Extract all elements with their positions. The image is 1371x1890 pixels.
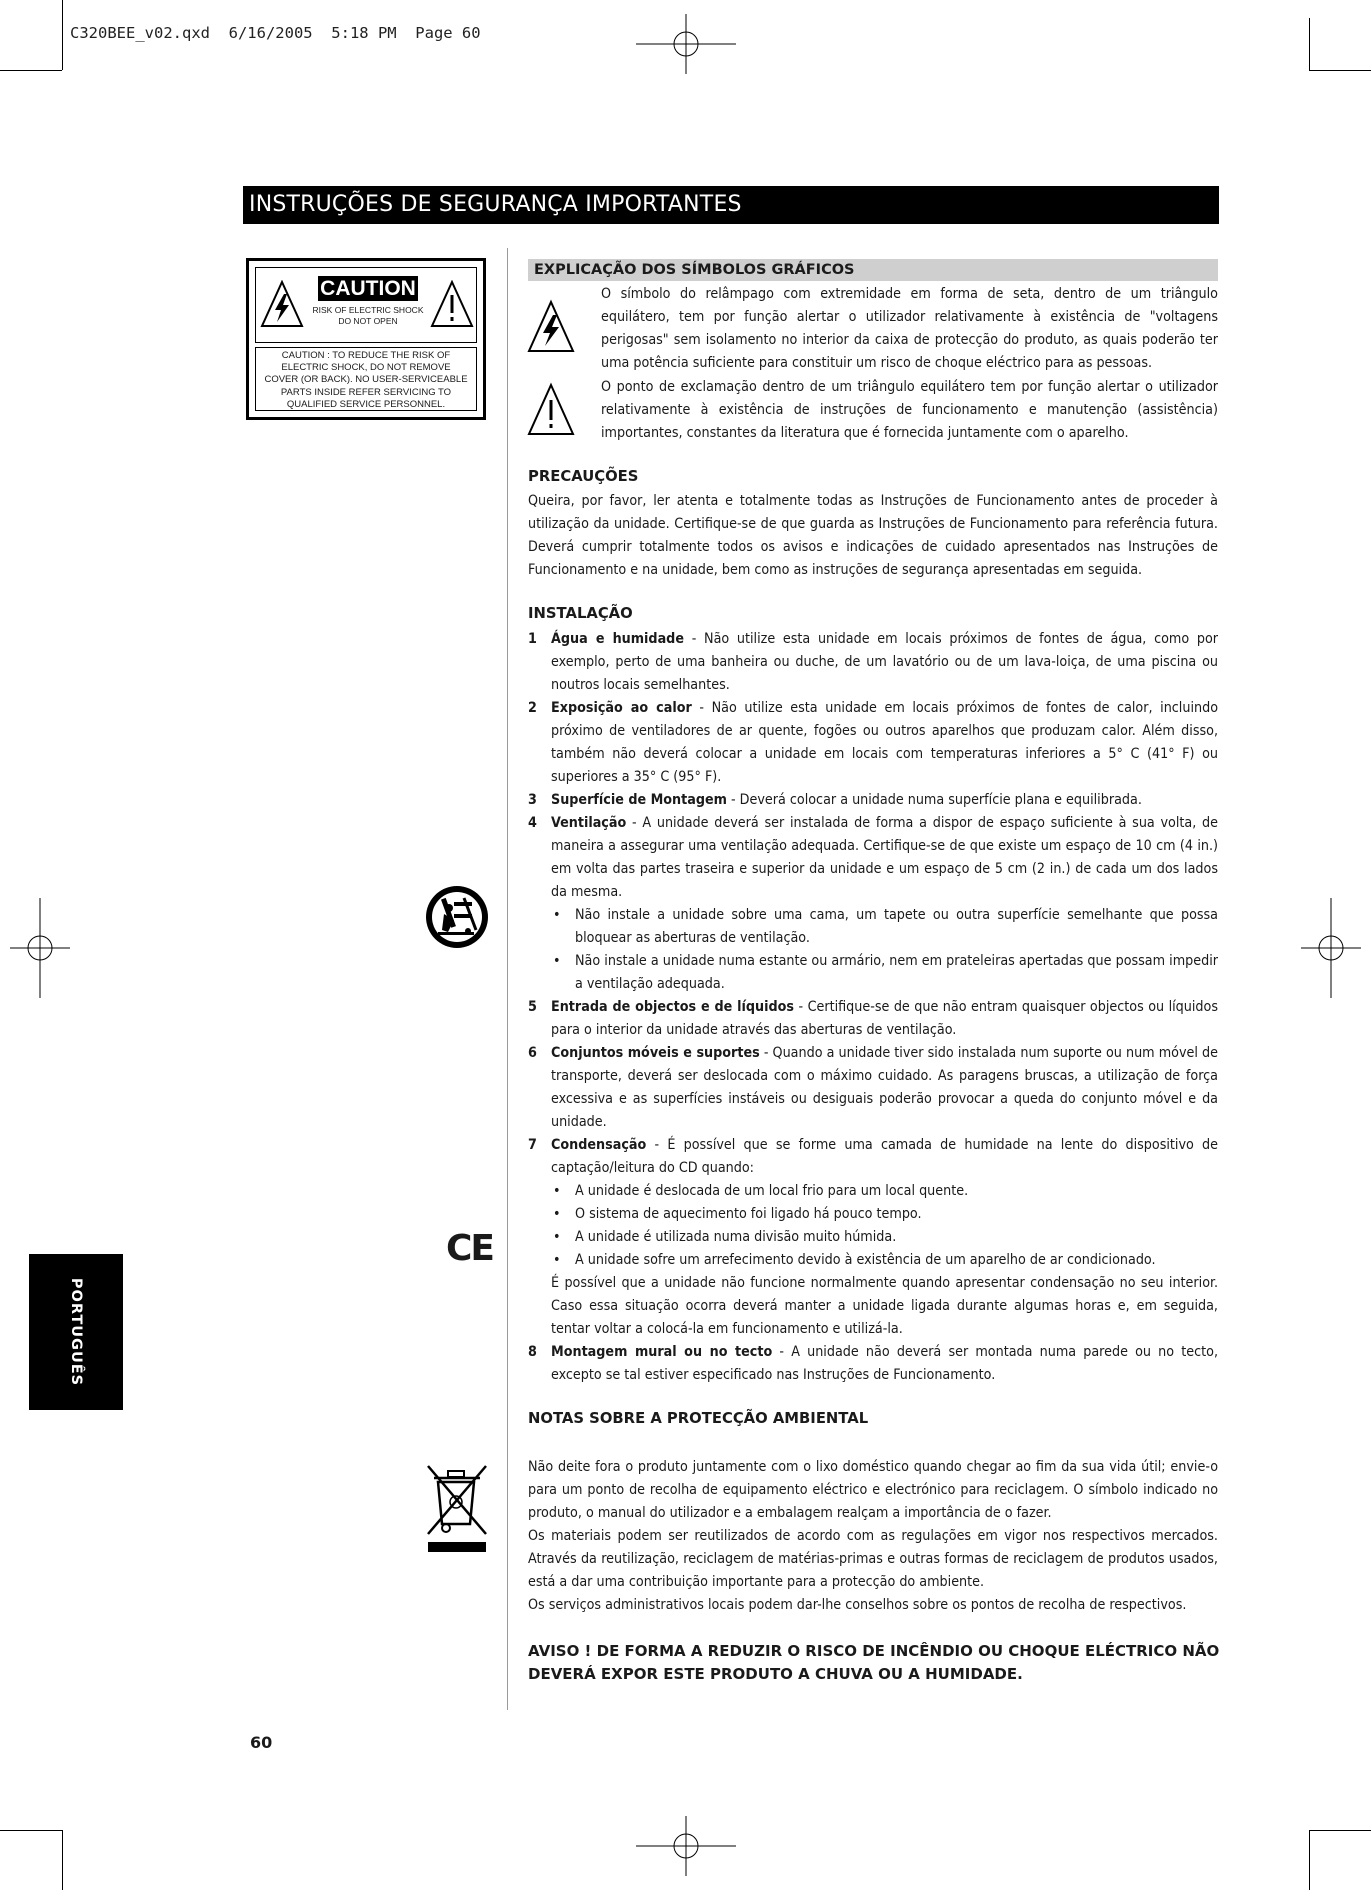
item-number: 5	[528, 999, 537, 1015]
crop-mark	[0, 70, 62, 71]
lightning-explanation: O símbolo do relâmpago com extremidade em forma de seta, dentro de um triângulo equilátero, tem por função alertar o utilizador relativamente à existência de "voltagens perigosas" sem isolamento no interior da caixa de protecção do produto, as quais poderão ter uma potência suficiente para constituir um risco de choque eléctrico para as pessoas.	[601, 286, 1218, 371]
crossed-wheelie-bin-icon	[424, 1462, 490, 1554]
exclamation-explanation: O ponto de exclamação dentro de um triângulo equilátero tem por função alertar o utilizador relativamente à existência de instruções de funcionamento e manutenção (assistência) importantes, constantes da literatura que é fornecida juntamente com o aparelho.	[601, 379, 1218, 441]
list-item	[528, 1134, 1218, 1180]
lightning-triangle-icon	[526, 299, 576, 355]
exclamation-triangle-icon	[430, 280, 474, 328]
environment-heading: NOTAS SOBRE A PROTECÇÃO AMBIENTAL	[528, 1410, 869, 1427]
item-text: - Deverá colocar a unidade numa superfície plana e equilibrada.	[726, 792, 1142, 808]
list-item	[528, 1042, 1218, 1134]
item-text: - A unidade não deverá ser montada numa parede ou no tecto, excepto se tal estiver especificado nas Instruções de Funcionamento.	[551, 1344, 1219, 1383]
exclamation-triangle-icon	[526, 382, 576, 438]
bullet-item: • Não instale a unidade sobre uma cama, um tapete ou outra superfície semelhante que possa bloquear as aberturas de ventilação.	[528, 904, 1218, 950]
item-number: 4	[528, 815, 537, 831]
crop-mark	[62, 0, 63, 70]
warning-line: DEVERÁ EXPOR ESTE PRODUTO A CHUVA OU A HUMIDADE.	[528, 1665, 1023, 1683]
language-side-tab	[29, 1254, 123, 1410]
crop-mark	[0, 1830, 62, 1831]
bullet-item: • A unidade sofre um arrefecimento devido à existência de um aparelho de ar condicionado.	[528, 1249, 1218, 1272]
list-item	[528, 996, 1218, 1042]
caution-warning-line: CAUTION : TO REDUCE THE RISK OF	[281, 350, 451, 361]
item-text: - A unidade deverá ser instalada de forma a dispor de espaço suficiente à sua volta, de maneira a assegurar uma ventilação adequada. Certifique-se de que existe um espaço de 10 cm (4 in.) em volta das partes traseira e superior da unidade e um espaço de 5 cm (2 in.) de cada um dos lados da mesma.	[551, 815, 1218, 900]
environment-paragraph: Os materiais podem ser reutilizados de acordo com as regulações em vigor nos respectivos mercados. Através da reutilização, reciclagem de matérias-primas e outras formas de reciclagem de produtos usados, está a dar uma contribuição importante para a protecção do ambiente.	[528, 1528, 1218, 1590]
caution-top-panel	[255, 267, 477, 343]
installation-list	[528, 628, 1218, 1387]
crop-mark	[1309, 18, 1310, 70]
item-text: - Certifique-se de que não entram quaisquer objectos ou líquidos para o interior da unidade através das aberturas de ventilação.	[551, 999, 1218, 1038]
item-number: 2	[528, 700, 537, 716]
caution-warning-line: ELECTRIC SHOCK, DO NOT REMOVE	[281, 362, 451, 374]
list-item	[528, 1341, 1218, 1387]
fire-shock-warning	[528, 1640, 1228, 1686]
bullet-item: • O sistema de aquecimento foi ligado há pouco tempo.	[528, 1203, 1218, 1226]
ce-mark-icon: CE	[446, 1228, 494, 1269]
item-title: Conjuntos móveis e suportes	[551, 1045, 760, 1061]
crop-mark	[62, 1830, 63, 1890]
precautions-heading: PRECAUÇÕES	[528, 468, 639, 485]
caution-risk-text	[311, 305, 425, 327]
bullet-item: • Não instale a unidade numa estante ou armário, nem em prateleiras apertadas que possam impedir a ventilação adequada.	[528, 950, 1218, 996]
item-text: - Quando a unidade tiver sido instalada num suporte ou num móvel de transporte, deverá ser deslocada com o máximo cuidado. As paragens bruscas, a utilização de força excessiva e as superfícies instáveis ou desiguais poderão provocar a queda do conjunto móvel e da unidade.	[551, 1045, 1218, 1130]
lightning-triangle-icon	[260, 280, 304, 328]
item-text: - Não utilize esta unidade em locais próximos de fontes de calor, incluindo próximo de ventiladores de ar quente, fogões ou outros aparelhos que produzam calor. Além disso, também não deverá colocar a unidade em locais com temperaturas inferiores a 5° C (41° F) ou superiores a 35° C (95° F).	[551, 700, 1218, 785]
slug-line: C320BEE_v02.qxd 6/16/2005 5:18 PM Page 60	[70, 24, 481, 42]
list-item	[528, 812, 1218, 904]
item-title: Água e humidade	[551, 631, 684, 647]
installation-heading: INSTALAÇÃO	[528, 605, 633, 622]
crop-mark	[1309, 1830, 1371, 1831]
warning-line: AVISO ! DE FORMA A REDUZIR O RISCO DE INCÊNDIO OU CHOQUE ELÉCTRICO NÃO	[528, 1642, 1220, 1660]
precautions-text: Queira, por favor, ler atenta e totalmente todas as Instruções de Funcionamento antes de proceder à utilização da unidade. Certifique-se de que guarda as Instruções de Funcionamento para referência futura. Deverá cumprir totalmente todos os avisos e indicações de cuidado apresentados nas Instruções de Funcionamento e na unidade, bem como as instruções de segurança apresentadas em seguida.	[528, 493, 1218, 578]
bullet-item: • A unidade é utilizada numa divisão muito húmida.	[528, 1226, 1218, 1249]
environment-paragraph: Não deite fora o produto juntamente com o lixo doméstico quando chegar ao fim da sua vida útil; envie-o para um ponto de recolha de equipamento eléctrico e electrónico para reciclagem. O símbolo indicado no produto, o manual do utilizador e a embalagem realçam a importância de o fazer.	[528, 1459, 1218, 1521]
symbols-heading: EXPLICAÇÃO DOS SÍMBOLOS GRÁFICOS	[528, 259, 1218, 281]
cart-tip-over-icon	[424, 884, 490, 950]
environment-text	[528, 1456, 1218, 1617]
registration-mark-icon	[636, 14, 736, 74]
registration-mark-icon	[636, 1816, 736, 1876]
crop-mark	[1309, 70, 1371, 71]
page-number: 60	[250, 1733, 273, 1752]
registration-mark-icon	[1301, 898, 1361, 998]
caution-warning-line: QUALIFIED SERVICE PERSONNEL.	[286, 398, 446, 410]
item-number: 3	[528, 792, 537, 808]
environment-paragraph: Os serviços administrativos locais podem dar-lhe conselhos sobre os pontos de recolha de respectivos.	[528, 1597, 1187, 1613]
registration-mark-icon	[10, 898, 70, 998]
page-title: INSTRUÇÕES DE SEGURANÇA IMPORTANTES	[243, 186, 1219, 224]
item-title: Condensação	[551, 1137, 647, 1153]
item-title: Superfície de Montagem	[551, 792, 727, 808]
caution-warning-line: COVER (OR BACK). NO USER-SERVICEABLE	[264, 374, 468, 386]
list-item	[528, 789, 1218, 812]
caution-label-box	[246, 258, 486, 420]
condensation-note: É possível que a unidade não funcione normalmente quando apresentar condensação no seu interior. Caso essa situação ocorra deverá manter a unidade ligada durante algumas horas e, em seguida, tentar voltar a colocá-la em funcionamento e utilizá-la.	[551, 1275, 1218, 1337]
crop-mark	[1309, 1830, 1310, 1890]
item-number: 6	[528, 1045, 537, 1061]
item-title: Exposição ao calor	[551, 700, 692, 716]
item-title: Montagem mural ou no tecto	[551, 1344, 773, 1360]
item-number: 8	[528, 1344, 537, 1360]
item-number: 1	[528, 631, 537, 647]
caution-risk-line: DO NOT OPEN	[338, 316, 398, 326]
item-text: - Não utilize esta unidade em locais próximos de fontes de água, como por exemplo, perto de uma banheira ou duche, de um lavatório ou de um lava-loiça, de uma piscina ou noutros locais semelhantes.	[551, 631, 1219, 693]
item-title: Entrada de objectos e de líquidos	[551, 999, 794, 1015]
language-label: PORTUGUÊS	[68, 1277, 84, 1387]
caution-warning-line: PARTS INSIDE REFER SERVICING TO	[280, 386, 452, 398]
item-number: 7	[528, 1137, 537, 1153]
list-item	[528, 628, 1218, 697]
item-text: - É possível que se forme uma camada de humidade na lente do dispositivo de captação/leitura do CD quando:	[551, 1137, 1218, 1176]
caution-word: CAUTION	[318, 276, 418, 301]
caution-risk-line: RISK OF ELECTRIC SHOCK	[312, 305, 424, 315]
list-item	[528, 697, 1218, 789]
column-divider	[507, 248, 508, 1710]
caution-warning-text	[255, 347, 477, 411]
item-title: Ventilação	[551, 815, 627, 831]
bullet-item: • A unidade é deslocada de um local frio para um local quente.	[528, 1180, 1218, 1203]
